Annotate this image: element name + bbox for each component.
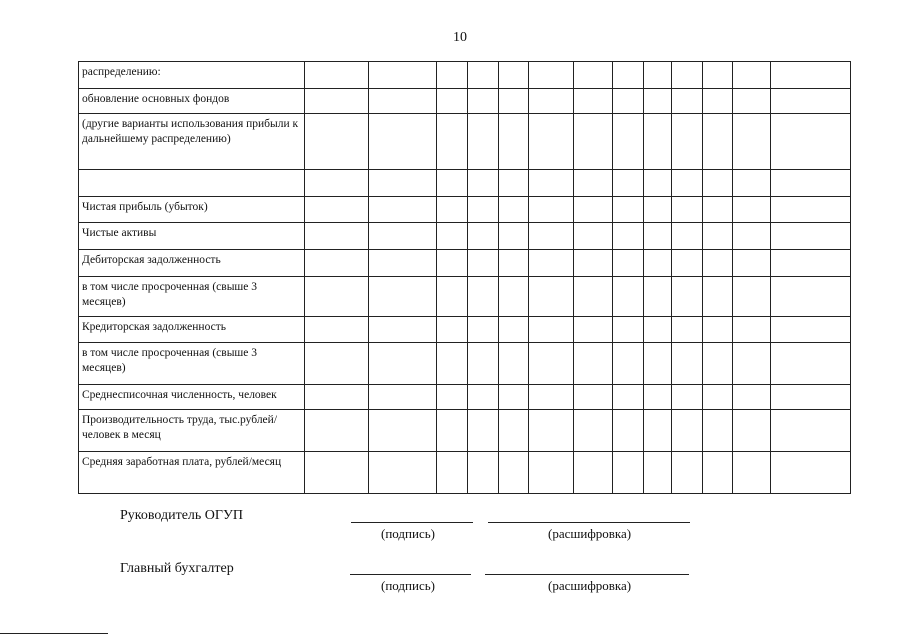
table-cell	[574, 410, 613, 452]
table-cell	[305, 277, 369, 317]
table-cell	[529, 114, 574, 170]
table-cell	[529, 277, 574, 317]
table-cell	[529, 343, 574, 385]
table-cell	[771, 170, 851, 197]
table-cell	[771, 223, 851, 250]
table-cell	[499, 277, 529, 317]
table-cell	[644, 62, 672, 89]
table-cell	[771, 197, 851, 223]
table-cell	[703, 223, 733, 250]
table-cell	[703, 250, 733, 277]
table-row	[79, 317, 851, 343]
head-name-line	[488, 522, 690, 523]
page-number: 10	[453, 30, 467, 45]
table-cell	[529, 385, 574, 410]
table-cell	[305, 114, 369, 170]
table-cell	[613, 277, 644, 317]
table-cell	[437, 62, 468, 89]
table-cell	[369, 223, 437, 250]
table-cell	[468, 170, 499, 197]
table-cell	[733, 62, 771, 89]
table-cell	[499, 89, 529, 114]
table-cell	[305, 197, 369, 223]
accountant-sign-caption: (подпись)	[381, 578, 435, 593]
table-cell	[672, 385, 703, 410]
table-cell	[672, 197, 703, 223]
table-cell	[574, 197, 613, 223]
head-signature-line	[351, 522, 473, 523]
table-cell	[305, 410, 369, 452]
table-cell	[703, 410, 733, 452]
table-cell	[771, 343, 851, 385]
table-cell	[468, 410, 499, 452]
table-cell	[733, 410, 771, 452]
table-cell	[437, 385, 468, 410]
table-cell	[468, 223, 499, 250]
row-label: Чистые активы	[79, 223, 305, 250]
table-cell	[499, 114, 529, 170]
table-cell	[437, 277, 468, 317]
table-cell	[613, 89, 644, 114]
table-cell	[613, 452, 644, 494]
table-cell	[437, 114, 468, 170]
table-cell	[733, 114, 771, 170]
row-label: в том числе просроченная (свыше 3 месяцев)	[79, 343, 305, 385]
table-cell	[468, 317, 499, 343]
table-cell	[672, 343, 703, 385]
table-cell	[703, 343, 733, 385]
table-cell	[733, 223, 771, 250]
table-cell	[369, 452, 437, 494]
table-cell	[574, 452, 613, 494]
table-row	[79, 114, 851, 170]
table-cell	[437, 197, 468, 223]
row-label: распределению:	[79, 62, 305, 89]
head-name-caption: (расшифровка)	[548, 526, 632, 541]
table-cell	[613, 170, 644, 197]
table-cell	[613, 410, 644, 452]
table-cell	[644, 343, 672, 385]
table-cell	[499, 452, 529, 494]
table-cell	[468, 385, 499, 410]
head-sign-caption: (подпись)	[381, 526, 435, 541]
table-cell	[733, 452, 771, 494]
table-cell	[644, 317, 672, 343]
table-cell	[369, 250, 437, 277]
accountant-signature-line	[350, 574, 471, 575]
table-cell	[672, 62, 703, 89]
table-cell	[529, 452, 574, 494]
table-cell	[305, 89, 369, 114]
table-cell	[703, 317, 733, 343]
table-cell	[529, 223, 574, 250]
table-cell	[499, 197, 529, 223]
table-cell	[499, 410, 529, 452]
table-row	[79, 343, 851, 385]
table-row	[79, 385, 851, 410]
table-cell	[672, 317, 703, 343]
table-cell	[369, 410, 437, 452]
table-cell	[369, 343, 437, 385]
table-cell	[733, 250, 771, 277]
table-cell	[305, 250, 369, 277]
table-cell	[672, 250, 703, 277]
table-cell	[771, 250, 851, 277]
table-cell	[468, 452, 499, 494]
table-cell	[672, 277, 703, 317]
table-cell	[613, 62, 644, 89]
table-cell	[644, 170, 672, 197]
table-cell	[644, 197, 672, 223]
table-cell	[468, 89, 499, 114]
table-cell	[499, 250, 529, 277]
table-cell	[499, 343, 529, 385]
table-cell	[437, 410, 468, 452]
table-cell	[529, 170, 574, 197]
table-cell	[613, 114, 644, 170]
table-cell	[771, 114, 851, 170]
table-cell	[703, 89, 733, 114]
table-cell	[468, 343, 499, 385]
table-cell	[369, 114, 437, 170]
table-cell	[437, 250, 468, 277]
table-cell	[771, 62, 851, 89]
row-label: Производительность труда, тыс.рублей/человек в месяц	[79, 410, 305, 452]
accountant-name-caption: (расшифровка)	[548, 578, 632, 593]
table-cell	[529, 62, 574, 89]
table-cell	[613, 343, 644, 385]
table-cell	[468, 250, 499, 277]
table-cell	[305, 452, 369, 494]
table-cell	[733, 197, 771, 223]
table-cell	[369, 62, 437, 89]
table-cell	[703, 452, 733, 494]
table-cell	[613, 250, 644, 277]
table-cell	[703, 62, 733, 89]
table-cell	[499, 385, 529, 410]
row-label: в том числе просроченная (свыше 3 месяцев)	[79, 277, 305, 317]
row-label: (другие варианты использования прибыли к дальнейшему распределению)	[79, 114, 305, 170]
table-cell	[771, 452, 851, 494]
table-cell	[574, 317, 613, 343]
table-cell	[771, 410, 851, 452]
table-cell	[574, 223, 613, 250]
table-cell	[369, 385, 437, 410]
table-cell	[644, 250, 672, 277]
table-cell	[529, 410, 574, 452]
accountant-title: Главный бухгалтер	[120, 561, 234, 576]
table-cell	[499, 170, 529, 197]
table-row	[79, 250, 851, 277]
table-cell	[437, 89, 468, 114]
table-row	[79, 277, 851, 317]
row-label: Дебиторская задолженность	[79, 250, 305, 277]
table-cell	[771, 277, 851, 317]
table-cell	[644, 114, 672, 170]
row-label: обновление основных фондов	[79, 89, 305, 114]
table-cell	[574, 385, 613, 410]
table-cell	[733, 277, 771, 317]
table-cell	[733, 385, 771, 410]
table-cell	[613, 223, 644, 250]
table-cell	[437, 343, 468, 385]
table-row	[79, 410, 851, 452]
row-label	[79, 170, 305, 197]
row-label: Чистая прибыль (убыток)	[79, 197, 305, 223]
table-cell	[437, 452, 468, 494]
table-cell	[703, 277, 733, 317]
accountant-name-line	[485, 574, 689, 575]
table-cell	[529, 197, 574, 223]
table-cell	[468, 62, 499, 89]
table-cell	[733, 317, 771, 343]
table-cell	[468, 114, 499, 170]
table-cell	[703, 385, 733, 410]
table-cell	[437, 170, 468, 197]
table-cell	[613, 317, 644, 343]
table-cell	[529, 89, 574, 114]
table-cell	[644, 452, 672, 494]
table-cell	[499, 62, 529, 89]
head-title: Руководитель ОГУП	[120, 508, 244, 523]
table-cell	[574, 89, 613, 114]
table-cell	[574, 170, 613, 197]
table-cell	[672, 223, 703, 250]
table-cell	[468, 277, 499, 317]
table-cell	[703, 170, 733, 197]
table-cell	[574, 343, 613, 385]
footnote-divider	[0, 633, 108, 634]
table-cell	[672, 170, 703, 197]
table-cell	[574, 62, 613, 89]
table-cell	[644, 385, 672, 410]
table-cell	[305, 385, 369, 410]
table-cell	[574, 277, 613, 317]
table-cell	[644, 89, 672, 114]
table-cell	[305, 62, 369, 89]
table-cell	[644, 223, 672, 250]
table-cell	[771, 317, 851, 343]
table-cell	[703, 197, 733, 223]
row-label: Средняя заработная плата, рублей/месяц	[79, 452, 305, 494]
table-cell	[369, 277, 437, 317]
table-cell	[529, 250, 574, 277]
table-cell	[644, 277, 672, 317]
table-cell	[369, 197, 437, 223]
table-row	[79, 197, 851, 223]
table-cell	[529, 317, 574, 343]
table-row	[79, 452, 851, 494]
table-cell	[672, 114, 703, 170]
table-cell	[644, 410, 672, 452]
table-cell	[613, 385, 644, 410]
table-cell	[672, 452, 703, 494]
table-cell	[771, 385, 851, 410]
table-cell	[369, 89, 437, 114]
table-cell	[437, 317, 468, 343]
table-cell	[733, 170, 771, 197]
table-cell	[369, 170, 437, 197]
table-cell	[733, 89, 771, 114]
table-cell	[613, 197, 644, 223]
table-cell	[305, 317, 369, 343]
table-cell	[733, 343, 771, 385]
table-cell	[499, 317, 529, 343]
table-row	[79, 223, 851, 250]
table-cell	[672, 89, 703, 114]
table-cell	[468, 197, 499, 223]
table-cell	[499, 223, 529, 250]
table-cell	[305, 343, 369, 385]
row-label: Кредиторская задолженность	[79, 317, 305, 343]
table-cell	[703, 114, 733, 170]
report-table	[78, 61, 851, 494]
table-cell	[305, 170, 369, 197]
table-cell	[369, 317, 437, 343]
row-label: Среднесписочная численность, человек	[79, 385, 305, 410]
table-cell	[305, 223, 369, 250]
table-cell	[574, 114, 613, 170]
table-cell	[672, 410, 703, 452]
table-row	[79, 62, 851, 89]
table-cell	[437, 223, 468, 250]
table-row	[79, 170, 851, 197]
table-row	[79, 89, 851, 114]
table-cell	[574, 250, 613, 277]
table-cell	[771, 89, 851, 114]
